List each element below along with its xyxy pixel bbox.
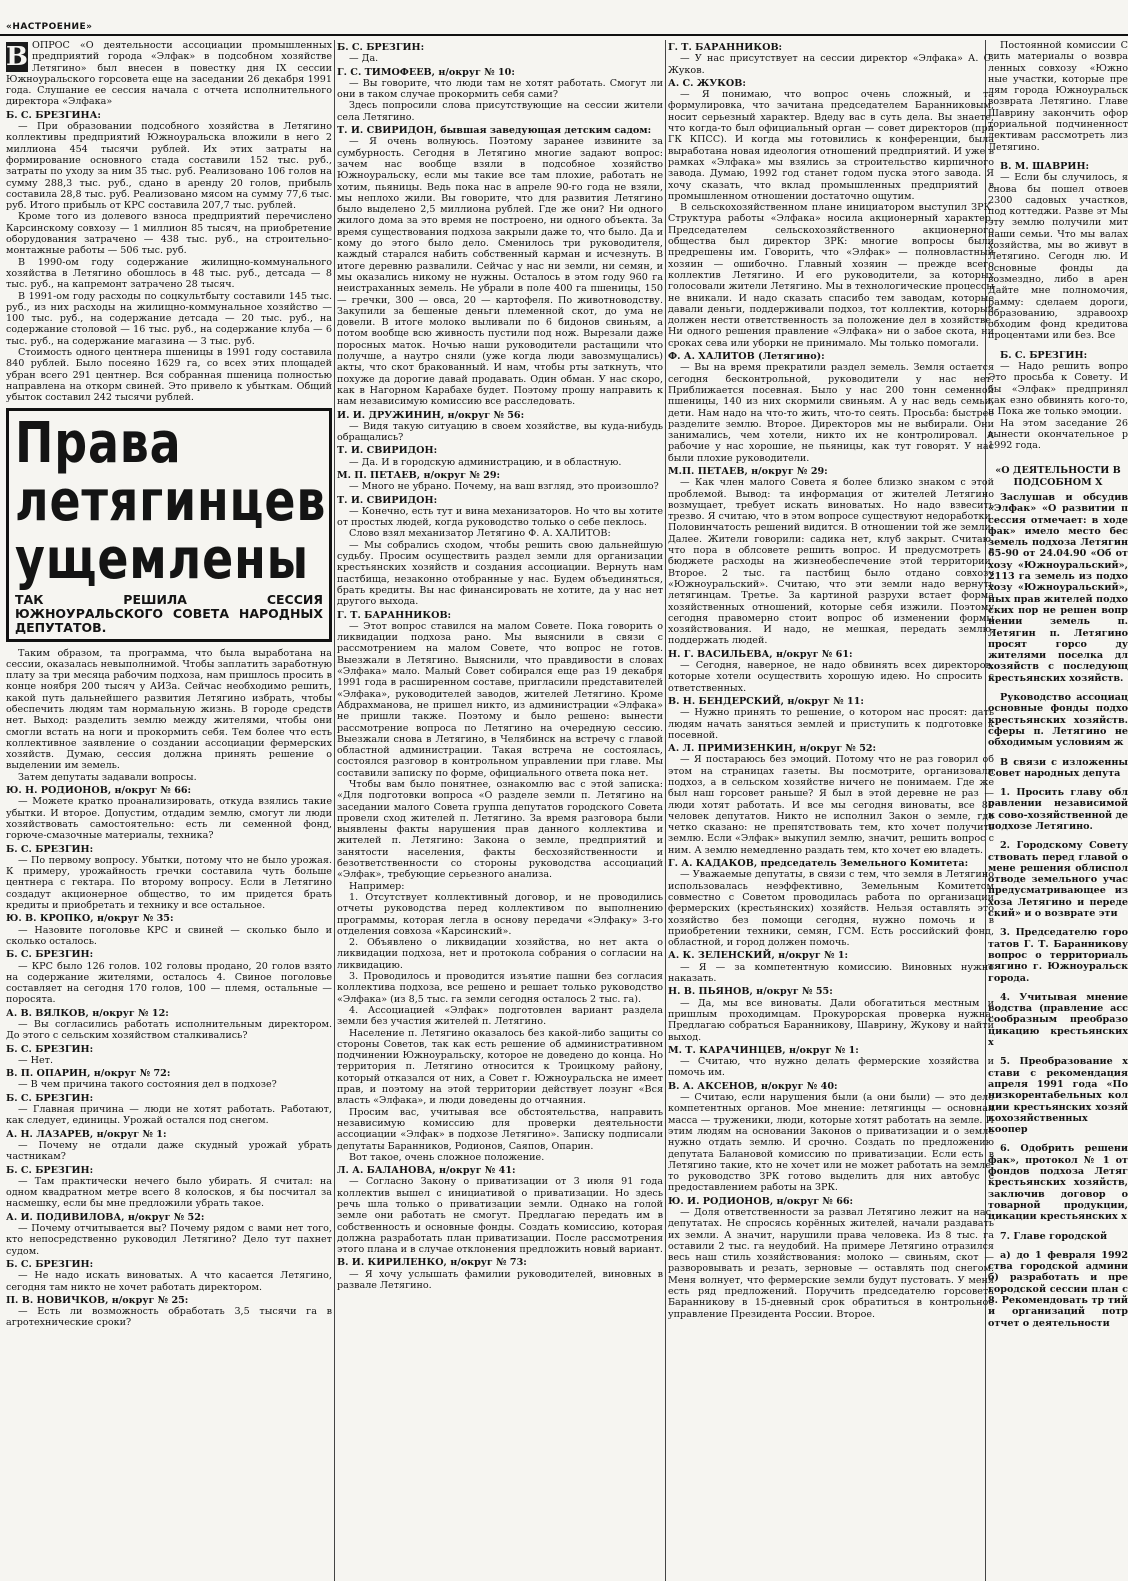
resolution-item: 2. Городскому Совету ствовать перед главой о мене решения облиспол отводе земельного учас предусматривающее из хоза Летягино и переде ский» и о возврате эти	[988, 840, 1128, 920]
speaker-name: П. В. НОВИЧКОВ, н/округ № 25:	[6, 1294, 189, 1306]
column-1-blocks-b	[6, 648, 332, 1329]
paragraph: 4. Ассоциацией «Элфак» подготовлен вариант раздела земли без участия жителей п. Летягино.	[337, 1004, 663, 1028]
speaker-name: А. Л. ПРИМИЗЕНКИН, н/округ № 52:	[668, 743, 877, 755]
resolution-item: 4. Учитывая мнение водства (правление асс сообразным преобразо цикацию крестьянских х	[988, 991, 1128, 1049]
paragraph: — Вы согласились работать исполнительным директором. До этого с сельским хозяйством сталкивались?	[6, 1019, 332, 1042]
paragraph: 3. Проводилось и проводится изъятие пашни без согласия коллектива подхоза, все решено и решает только руководство «Элфака» (из 8,5 тыс. га земли сегодня осталось 2 тыс. га).	[337, 971, 663, 1005]
speaker-name: В. Н. БЕНДЕРСКИЙ, н/округ № 11:	[668, 695, 864, 707]
paragraph: Население п. Летягино оказалось без какой-либо защиты со стороны Советов, так как есть решение об административном подчинении Южноуральску, которое не доведено до конца. Но территория п. Летягино относится к Троицкому району, который отказался от них, а Совет г. Южноуральска не имеет прав, и поэтому на этой территории действует лозунг «Вся власть «Элфака», и люди доведены до отчаяния.	[337, 1027, 663, 1107]
paragraph: — Нет.	[18, 1054, 54, 1066]
article-column-1	[6, 40, 332, 1576]
resolution-paragraph: Руководство ассоциац основные фонды подхо крестьянских хозяйств. сферы п. Летягино не обходимым условиям ж	[988, 692, 1128, 749]
speaker-name: Б. С. БРЕЗГИН:	[1000, 349, 1088, 361]
headline: Права летягинцев ущемлены	[15, 410, 327, 592]
paragraph: — Да.	[349, 53, 379, 65]
speaker-name: А. К. ЗЕЛЕНСКИЙ, н/округ № 1:	[668, 950, 849, 962]
speech-text: — Надо решить вопро Это просьба к Совету. И бы «Элфак» предпринял как езно обвинять кого-то, н Пока же только эмоции.	[988, 361, 1128, 418]
speech-text: — Если бы случилось, я снова бы пошел отвоев 2300 садовых участков, под коттеджи. Разве эт Мы эту землю получили мит наши семьи. Что мы валах хозяйства, мы во живут в Летягино. Сегодн лю. И основные фонды да возмездно, либо в арен Дайте мне полномочия, рамму: сделаем дороги, образованию, здравоохр обходим фонд кредитова процентами или без. Все	[988, 172, 1128, 342]
paragraph: — КРС было 126 голов. 102 головы продано, 20 голов взято на содержание жителями, осталось 4. Свиное поголовье составляет на сегодня 170 голов, 100 — племя, остальные — поросята.	[6, 960, 332, 1006]
speaker-name: В. П. ОПАРИН, н/округ № 72:	[6, 1068, 171, 1080]
paragraph: 2. Объявлено о ликвидации хозяйства, но нет акта о ликвидации подхоза, нет и протокола собрания о согласии на ликвидацию.	[337, 937, 663, 971]
paragraph: — У нас присутствует на сессии директор «Элфака» А. С. Жуков.	[668, 53, 994, 76]
paragraph: Например:	[349, 880, 405, 892]
resolution-item: а) до 1 февраля 1992 ства городской админи б) разработать и пре городской сессии план с 8. Рекомендовать тр тий и организаций потр отчет о деятельности	[988, 1249, 1128, 1329]
speaker-name: В. А. АКСЕНОВ, н/округ № 40:	[668, 1080, 838, 1092]
paragraph: 1. Отсутствует коллективный договор, и не проводились отчеты руководства перед коллективом по выполнению программы, которая легла в основу передачи «Элфаку» 3-го отделения совхоза «Карсинский».	[337, 891, 663, 937]
paragraph: — Я понимаю, что вопрос очень сложный, и та формулировка, что зачитана председателем Баранниковым, носит серьезный характер. Вдеду вас в суть дела. Вы знаете, что когда-то был официальный орган — совет директоров (при ГК КПСС). И когда мы готовились к конференции, была выработана новая идеология отношений предприятий. И уже в рамках «Элфака» мы взялись за строительство кирпичного завода. Думаю, 1992 год станет годом пуска этого завода. Я хочу сказать, что вклад промышленных предприятий в промышленном отношении достаточно ощутим.	[668, 89, 994, 202]
paragraph: — По первому вопросу. Убытки, потому что не было урожая. К примеру, урожайность гречки составила чуть больше центнера с гектара. По второму вопросу. Если в Летягино создадут акционерное общество, то им придется брать кредиты и приобретать и технику и все остальное.	[6, 854, 332, 912]
paragraph: — Назовите поголовье КРС и свиней — сколько было и сколько осталось.	[6, 924, 332, 947]
header-rule	[0, 34, 1128, 36]
speaker-name: Н. Г. ВАСИЛЬЕВА, н/округ № 61:	[668, 648, 853, 660]
resolution-item: 7. Главе городской	[1000, 1230, 1108, 1242]
paragraph: — Нужно принять то решение, о котором нас просят: дать людям начать заняться землей и приступить к подготовке к посевной.	[668, 707, 994, 741]
paragraph: — Уважаемые депутаты, в связи с тем, что земля в Летягино использовалась неэффективно, Земельным Комитетом совместно с Советом проводилась работа по организации фермерских (крестьянских) хозяйств. Нельзя оставлять это хозяйство без помощи сегодня, нужно помочь и в приобретении техники, семян, ГСМ. Есть российский фонд, областной, и город должен помочь.	[668, 869, 994, 949]
paragraph: Слово взял механизатор Летягино Ф. А. ХАЛИТОВ:	[349, 528, 611, 540]
drop-cap: В	[6, 42, 28, 72]
section-header: «НАСТРОЕНИЕ»	[6, 22, 93, 32]
resolution-intro: Заслушав и обсудив «Элфак» «О развитии п сессия отмечает: в ходе фак» имело место бес земель подхоза Летягин 65-90 от 24.04.90 «Об от хозу «Южноуральский», 2113 га земель из подхо хозу «Южноуральский», ных прав жителей подхо ских пор не решен вопр нении земель п. Летягин п. Летягино просят горсо ду жителями поселка дл хозяйств с последующ крестьянских хозяйств.	[988, 491, 1128, 684]
speaker-name: Б. С. БРЕЗГИН:	[6, 1258, 94, 1270]
paragraph: Просим вас, учитывая все обстоятельства, направить независимую комиссию для проверки деятельности ассоциации «Элфак» в подхозе Летягино». Записку подписали депутаты Баранников, Родионов, Саяпов, Опарин.	[337, 1106, 663, 1152]
speaker-name: Б. С. БРЕЗГИН:	[6, 949, 94, 961]
article-column-2	[337, 40, 663, 1576]
paragraph: В сельскохозяйственном плане инициатором выступил ЗРК. Структура работы «Элфака» носила акционерный характер. Председателем сельскохозяйственного акционерного общества был директор ЗРК: многие вопросы были предрешены им. Говорить, что «Элфак» — полновластный хозяин — ошибочно. Главный хозяин — прежде всего коллектив Летягино. И его руководители, за которых голосовали жители Летягино. Мы в технологические процессы не вникали. И надо сказать спасибо тем заводам, которые давали деньги, поддерживали подхоз, тот коллектив, который должен нести ответственность за положение дел в хозяйстве. Ни одного решения правление «Элфака» ни о забое скота, ни сроках сева или уборки не принимало. Мы только помогали.	[668, 202, 994, 349]
paragraph: — Конечно, есть тут и вина механизаторов. Но что вы хотите от простых людей, когда руководство только о себе пеклось.	[337, 505, 663, 529]
paragraph: Вот такое, очень сложное положение.	[349, 1151, 545, 1163]
paragraph: — Я — за компетентную комиссию. Виновных нужно наказать.	[668, 961, 994, 985]
speaker-name: Т. И. СВИРИДОН, бывшая заведующая детским садом:	[337, 125, 652, 137]
paragraph: — Мы собрались сходом, чтобы решить свою дальнейшую судьбу. Просим осуществить раздел земли для организации крестьянских хозяйств и создания ассоциации. Вернуть нам пастбища, незаконно отобранные у нас. Будем объединяться, брать кредиты. Вы нас финансировать не хотите, да у нас нет другого выхода.	[337, 539, 663, 608]
paragraph: — Да, мы все виноваты. Дали обогатиться местным и пришлым проходимцам. Прокурорская проверка нужна. Предлагаю собраться Баранникову, Шаврину, Жукову и найти выход.	[668, 997, 994, 1043]
speaker-name: Б. С. БРЕЗГИН:	[6, 843, 94, 855]
speaker-name: Г. С. ТИМОФЕЕВ, н/округ № 10:	[337, 66, 515, 78]
paragraph: Таким образом, та программа, что была выработана на сессии, оказалась невыполнимой. Чтобы заплатить заработную плату за три месяца рабочим подхоза, нам пришлось просить в конце ноября 200 тысяч у АИЗа. Сейчас необходимо решить, какой путь дальнейшего развития Летягино избрать, чтобы обеспечить людям там нормальную жизнь. В городе средств нет. Выход: разделить землю между жителями, чтобы они смогли встать на ноги и прокормить себя. Тем более что есть коллективное заявление о создании ассоциации фермерских хозяйств. Думаю, сессия должна принять решение о выделении им земель.	[6, 647, 332, 772]
speaker-name: Ю. И. РОДИОНОВ, н/округ № 66:	[668, 1195, 854, 1207]
speaker-name: Л. А. БАЛАНОВА, н/округ № 41:	[337, 1165, 516, 1177]
speaker-name: Т. И. СВИРИДОН:	[337, 445, 438, 457]
paragraph: — Как член малого Совета я более близко знаком с этой проблемой. Вывод: та информация от жителей Летягино возмущает, требует искать виноватых. Но надо взвесить трезво. Я считаю, что в этом вопросе существуют недоработки. Половинчатость решений видится. В отношении той же земли. Далее. Жители говорили: садика нет, клуб закрыт. Считаю, что пора в облсовете решить вопрос. И предусмотреть в бюджете расходы на жизнеобеспечение этой территории. Второе. 2 тыс. га пастбищ было отдано совхозу «Южноуральский». Считаю, что эти земли надо вернуть летягинцам. Третье. За картиной разрухи встает форма хозяйственных отношений, которые себя изжили. Поэтому сегодня правомерно стоит вопрос об изменении формы хозяйствования. И надо, не мешкая, передать землю, поддержать людей.	[668, 477, 994, 647]
col4-top-text: Постоянной комиссии С вить материалы о возвра ленных совхозу «Южно ные участки, которые пре лям города Южноуральск возврата Летягино. Главе Шаврину закончить офор ториальной подчиненност лективам рассмотреть лиз Летягино.	[988, 40, 1128, 153]
closing-note: На этом заседание 26 вынести окончательное р 1992 года.	[988, 417, 1128, 452]
paragraph: — Этот вопрос ставился на малом Совете. Пока говорить о ликвидации подхоза рано. Мы выяснили в связи с рассмотрением на малом Совете, что вопрос не готов. Выезжали в Летягино. Выяснили, что правдивости в словах «Элфака» мало. Малый Совет собирался еще раз 19 декабря 1991 года в расширенном составе, пригласили представителей «Элфака», руководителей заводов, жителей Летягино. Кроме Абдрахманова, не пришел никто, из администрации «Элфака» не пришли также. Поэтому и было решено: вынести рассмотрение вопроса по Летягино на очередную сессию. Выезжали снова в Летягино, в Челябинск на встречу с главой областной администрации. Такая встреча не состоялась, состоялся разговор в контрольном управлении при главе. Мы составили записку по форме, официального ответа пока нет.	[337, 620, 663, 779]
speaker-name: М. Т. КАРАЧИНЦЕВ, н/округ № 1:	[668, 1044, 859, 1056]
article-column-4	[988, 40, 1128, 1576]
speaker-name: М.П. ПЕТАЕВ, н/округ № 29:	[668, 465, 828, 477]
paragraph: — В чем причина такого состояния дел в подхозе?	[18, 1079, 277, 1091]
speaker-name: Ю. В. КРОПКО, н/округ № 35:	[6, 913, 174, 925]
spacer	[988, 779, 1128, 787]
paragraph: — Вы на время прекратили раздел земель. Земля остается сегодня бесконтрольной, руководители у нас нет. Приближается посевная. Было у нас 200 тонн семенной пшеницы, 140 из них скормили свиньям. А у нас ведь семьи, дети. Нам надо на что-то жить, что-то сеять. Просьба: быстрее разделите землю. Второе. Директоров мы не выбирали. Они занимались, чем хотели, никто их не контролировал. А рабочие у нас хорошие, не пьяницы, как тут говорят. У нас были плохие руководители.	[668, 362, 994, 464]
resolution-item: 3. Председателю горо татов Г. Т. Баранникову вопрос о территориаль тягино г. Южноуральск города.	[988, 927, 1128, 984]
paragraph: Стоимость одного центнера пшеницы в 1991 году составила 840 рублей. Было посеяно 1629 га, со всех этих площадей убран всего 291 центнер. Вся собранная пшеница полностью направлена на откорм свиней. Это привело к убыткам. Общий убыток составил 242 тысячи рублей.	[6, 347, 332, 404]
resolution-item: 5. Преобразование х стави с рекомендация апреля 1991 года «По низкорентабельных кол ции крестьянских хозяй кохозяйственных коопер	[988, 1056, 1128, 1136]
paragraph: Чтобы вам было понятнее, ознакомлю вас с этой записка: «Для подготовки вопроса «О разделе земли п. Летягино на заседании малого Совета группа депутатов городского Совета провели сход жителей п. Летягино. За время разговора были выявлены факты нарушения прав данного коллектива и жителей п. Летягино: Закона о земле, предприятий и занятости населения, факты бесхозяйственности и безответственности со стороны руководства ассоциаций «Элфак», требующие серьезного анализа.	[337, 779, 663, 881]
spacer	[988, 1223, 1128, 1231]
speaker-name: Ф. А. ХАЛИТОВ (Летягино):	[668, 351, 825, 363]
resolution-title: «О ДЕЯТЕЛЬНОСТИ В ПОДСОБНОМ Х	[995, 465, 1121, 488]
paragraph: В 1991-ом году расходы по соцкультбыту составили 145 тыс. руб., из них расходы на жилищно-коммунальное хозяйство — 100 тыс. руб., на содержание детсада — 20 тыс. руб., на содержание столовой — 16 тыс. руб., на содержание клуба — 6 тыс. руб., на содержание магазина — 3 тыс. руб.	[6, 290, 332, 347]
column-divider	[334, 40, 335, 1581]
speaker-name: А. И. ПОДИВИЛОВА, н/округ № 52:	[6, 1211, 205, 1223]
speaker-name: Т. И. СВИРИДОН:	[337, 494, 438, 506]
paragraph: — Считаю, что нужно делать фермерские хозяйства и помочь им.	[668, 1056, 994, 1079]
paragraph: — Да. И в городскую администрацию, и в областную.	[349, 456, 622, 468]
paragraph: — Я хочу услышать фамилии руководителей, виновных в развале Летягино.	[337, 1268, 663, 1292]
paragraph: — Считаю, если нарушения были (а они были) — это дело компетентных органов. Мое мнение: летягинцы — основная масса — труженики, люди, которые хотят работать на земле. И этим людям на основании Законов о приватизации и о земле нужно отдать землю. И срочно. Создать по предложению депутата Балановой комиссию по приватизации. Если есть в Летягино такие, кто не хочет или не может работать на земле, то руководство ЗРК готово выделить для них автобус с предоставлением работы на ЗРК.	[668, 1092, 994, 1194]
spacer	[988, 832, 1128, 840]
speaker-name: Ю. Н. РОДИОНОВ, н/округ № 66:	[6, 785, 192, 797]
speaker-name: И. И. ДРУЖИНИН, н/округ № 56:	[337, 409, 525, 421]
column-divider	[665, 40, 666, 1581]
speaker-name: Б. С. БРЕЗГИН:	[337, 42, 425, 53]
speaker-name: Г. А. КАДАКОВ, председатель Земельного Комитета:	[668, 858, 969, 870]
speaker-name: Б. С. БРЕЗГИН:	[6, 1164, 94, 1176]
paragraph: Затем депутаты задавали вопросы.	[18, 771, 197, 783]
paragraph: — Есть ли возможность обработать 3,5 тысячи га в агротехнические сроки?	[6, 1306, 332, 1329]
speaker-name: Н. В. ПЬЯНОВ, н/округ № 55:	[668, 986, 833, 998]
speaker-name: Г. Т. БАРАННИКОВ:	[668, 42, 783, 53]
speaker-name: Б. С. БРЕЗГИН:	[6, 1043, 94, 1055]
spacer	[988, 1135, 1128, 1143]
speaker-name: В. И. КИРИЛЕНКО, н/округ № 73:	[337, 1257, 527, 1269]
speaker-name: М. П. ПЕТАЕВ, н/округ № 29:	[337, 469, 501, 481]
spacer	[988, 984, 1128, 992]
paragraph: — Почему отчитывается вы? Почему рядом с вами нет того, кто непосредственно руководил Летягино? Дело тут пахнет судом.	[6, 1223, 332, 1257]
speaker-name: А. Н. ЛАЗАРЕВ, н/округ № 1:	[6, 1128, 167, 1140]
speaker-name: А. В. ВЯЛКОВ, н/округ № 12:	[6, 1007, 169, 1019]
paragraph: — Почему не отдали даже скудный урожай убрать частникам?	[6, 1139, 332, 1163]
paragraph: — Доля ответственности за развал Летягино лежит на нас, депутатах. Не спросясь корённых жителей, начали раздавать их земли. А значит, нарушили права человека. Из 8 тыс. га оставили 2 тыс. га неудобий. На примере Летягино отразился весь наш стиль хозяйствования: молоко — свиньям, скот — разворовывать и резать, зерновые — оставлять под снегом. Меня волнует, что фермерские земли будут пустовать. У меня есть ряд предложений. Поручить председателю горсовета Баранникову в 15-дневный срок обратиться в контрольное управление Президента России. Второе.	[668, 1206, 994, 1320]
paragraph: — Можете кратко проанализировать, откуда взялись такие убытки. И второе. Допустим, отдадим землю, смогут ли люди хозяйствовать самостоятельно: есть ли семенной фонд, горюче-смазочные материалы, техника?	[6, 796, 332, 842]
paragraph: — Там практически нечего было убирать. Я считал: на одном квадратном метре всего 8 колосков, я бы посчитал за насмешку, если бы мне предложили убрать такое.	[6, 1175, 332, 1210]
resolution-paragraph: В связи с изложенны Совет народных депута	[988, 756, 1128, 779]
paragraph: — Я очень волнуюсь. Поэтому заранее извините за сумбурность. Сегодня в Летягино многие задают вопрос: зачем нас вообще взяли в подсобное хозяйство Южноуральску, если мы такие все там плохие, работать не хотим, пьяницы. Ведь пока нас в апреле 90-го года не взяли, мы неплохо жили. Вы говорите, что для развития Летягино было выделено 2,5 миллиона рублей. Где же они? Ни одного жилого дома за это время не построено, ни одного объекта. За время существования подхоза закрыли даже то, что было. Да и кому до этого было дело. Сменилось три руководителя, каждый старался набить собственный карман и исчезнуть. В итоге деревню развалили. Сейчас у нас ни земли, ни семян, и мы оказались никому не нужны. Осталось в этом году 960 га неистраханных земель. Не убрали в поле 400 га пшеницы, 150 — гречки, 300 — овса, 20 — картофеля. По животноводству. Закупили за бешеные деньги племенной скот, до ума не довели. В итоге молоко выливали по 6 бидонов свиньям, а потом вообще всю живность пустили под нож. Вырезали даже поросных маток. Ночью наши руководители растащили что получше, а наутро сняли (уже когда люди завозмущались) акты, что скот бракованный. И нам, чтобы рты заткнуть, что похуже да дорогие давай продавать. Один обман. У нас скоро, как в Нагорном Карабахе будет. Поэтому прошу направить к нам независимую комиссию все расследовать.	[337, 136, 663, 408]
paragraph: — Я постараюсь без эмоций. Потому что не раз говорил об этом на страницах газеты. Вы посмотрите, организовали подхоз, а в сельском хозяйстве ничего не понимаем. Где же был наш горсовет раньше? Я был в этой деревне не раз — люди хотят работать. И все мы сегодня виноваты, все 80 человек депутатов. Никто не исполнил Закон о земле, где четко сказано: не препятствовать тем, кто хочет получить землю. Если «Элфак» выкупил землю, значит, решить вопрос с ним. А землю немедленно раздать тем, кто хочет ею владеть.	[668, 754, 994, 856]
paragraph: — Видя такую ситуацию в своем хозяйстве, вы куда-нибудь обращались?	[337, 420, 663, 444]
headline-box	[6, 408, 332, 642]
speaker-name: Г. Т. БАРАННИКОВ:	[337, 609, 452, 621]
spacer	[988, 1242, 1128, 1250]
speaker-name: В. М. ШАВРИН:	[1000, 160, 1090, 172]
subheadline: ТАК РЕШИЛА СЕССИЯ ЮЖНОУРАЛЬСКОГО СОВЕТА НАРОДНЫХ ДЕПУТАТОВ.	[15, 591, 323, 635]
paragraph: — Сегодня, наверное, не надо обвинять всех директоров, которые хотели осуществить хорошую идею. Но спросить с ответственных.	[668, 660, 994, 694]
paragraph: Здесь попросили слова присутствующие на сессии жители села Летягино.	[337, 100, 663, 123]
paragraph: — Согласно Закону о приватизации от 3 июля 91 года коллектив вышел с инициативой о приватизации. Но здесь речь шла только о приватизации земли. Однако на голой земле они работать не смогут. Предлагаю передать им в собственность и основные фонды. Создать комиссию, которая должна разработать план приватизации. После рассмотрения этого плана и в случае отклонения предложить новый вариант.	[337, 1176, 663, 1256]
paragraph: В 1990-ом году содержание жилищно-коммунального хозяйства в Летягино обошлось в 48 тыс. руб., детсада — 8 тыс. руб., на капремонт затрачено 28 тысяч.	[6, 256, 332, 291]
resolution-item: 6. Одобрить решени фак», протокол № 1 от фондов подхоза Летяг крестьянских хозяйств, заключив договор о товарной продукции, цикации крестьянских х	[988, 1143, 1128, 1223]
spacer	[988, 919, 1128, 927]
intro-text: ОПРОС «О деятельности ассоциации промышленных предприятий города «Элфак» в подсобном хозяйстве Летягино» был внесен в повестку дня IX сессии Южноуральского горсовета еще на заседании 26 декабря 1991 года. Слушание ее сессия начала с отчета исполнительного директора «Элфака»	[6, 40, 332, 108]
resolution-item: 1. Просить главу обл равлении независимой к сово-хозяйственной де подхозе Летягино.	[988, 787, 1128, 832]
paragraph: Кроме того из долевого взноса предприятий перечислено Карсинскому совхозу — 1 миллион 85 тысяч, на приобретение оборудования затрачено — 438 тыс. руб., на строительно-монтажные работы — 506 тыс. руб.	[6, 211, 332, 257]
paragraph: — Много не убрано. Почему, на ваш взгляд, это произошло?	[349, 481, 659, 493]
speaker-name: А. С. ЖУКОВ:	[668, 77, 746, 89]
speaker-name: Б. С. БРЕЗГИНА:	[6, 109, 101, 121]
resolution-items	[988, 779, 1128, 1329]
article-column-3	[668, 40, 994, 1576]
paragraph: — Не надо искать виноватых. А что касается Летягино, сегодня там никто не хочет работать директором.	[6, 1270, 332, 1293]
spacer	[988, 1048, 1128, 1056]
paragraph: — Вы говорите, что люди там не хотят работать. Смогут ли они в таком случае прокормить себя сами?	[337, 77, 663, 101]
paragraph: — Главная причина — люди не хотят работать. Работают, как следует, единицы. Урожай остался под снегом.	[6, 1104, 332, 1127]
speaker-name: Б. С. БРЕЗГИН:	[6, 1092, 94, 1104]
column-1-blocks-a	[6, 110, 332, 404]
paragraph: — При образовании подсобного хозяйства в Летягино коллективы предприятий Южноуральска вложили в него 2 миллиона 454 тысячи рублей. Их этих затраты на формирование основного стада составили 152 тыс. руб., затраты по уходу за ним 35 тыс. руб. Реализовано 106 голов на сумму 288,3 тыс. руб., сдано в аренду 20 голов, прибыль составила 28,8 тыс. руб. Реализовано мясом на сумму 77,6 тыс. руб. Итого прибыль от КРС составила 207,7 тыс. рублей.	[6, 121, 332, 212]
